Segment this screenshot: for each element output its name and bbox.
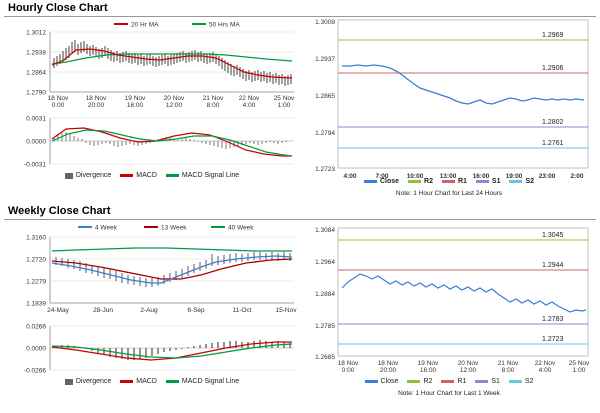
legend-item-s2 <box>509 178 534 185</box>
hourly-ma20-line <box>52 49 292 78</box>
legend-item-close <box>364 178 399 185</box>
hourly-macd-chart <box>6 112 298 174</box>
svg-text:13 Week: 13 Week <box>161 224 187 232</box>
legend-item-macd-signal <box>166 378 239 385</box>
svg-text:12:00: 12:00 <box>459 367 477 374</box>
hourly-macd-legend <box>6 172 298 179</box>
close-swatch-icon <box>364 180 377 183</box>
legend-item-macd <box>120 172 157 179</box>
svg-text:12:00: 12:00 <box>165 102 183 109</box>
svg-text:19 Nov: 19 Nov <box>417 360 439 367</box>
svg-text:13:00: 13:00 <box>439 173 457 180</box>
r2-value-label: 1.3045 <box>542 232 564 239</box>
svg-text:0:00: 0:00 <box>341 367 355 374</box>
r1-value-label: 1.2906 <box>542 65 564 72</box>
weekly-pivot-close-line <box>342 274 586 312</box>
svg-text:8:00: 8:00 <box>501 367 515 374</box>
s1-value-label: 1.2802 <box>542 119 564 126</box>
svg-text:6-Sep: 6-Sep <box>187 307 205 314</box>
svg-text:1.3008: 1.3008 <box>315 19 335 26</box>
svg-text:1.2937: 1.2937 <box>315 56 335 63</box>
s2-swatch-icon <box>509 380 522 383</box>
legend-label: R2 <box>424 178 433 185</box>
weekly-pivot-chart <box>302 224 596 374</box>
divergence-swatch-icon <box>65 379 73 385</box>
weekly-ma4-line <box>52 256 292 283</box>
legend-label: S2 <box>524 378 534 385</box>
legend-label: S1 <box>491 178 501 185</box>
r1-swatch-icon <box>442 180 455 183</box>
legend-label: R1 <box>457 178 467 185</box>
svg-text:7:00: 7:00 <box>375 173 389 180</box>
hourly-section-header <box>4 2 596 17</box>
svg-text:-0.0266: -0.0266 <box>23 367 46 375</box>
divergence-swatch-icon <box>65 173 73 179</box>
svg-text:20 Nov: 20 Nov <box>457 360 479 367</box>
svg-text:1.2685: 1.2685 <box>315 354 335 361</box>
svg-text:1.2785: 1.2785 <box>315 323 335 330</box>
svg-text:1.2938: 1.2938 <box>26 49 46 57</box>
svg-text:19 Nov: 19 Nov <box>124 95 146 102</box>
svg-text:1.2723: 1.2723 <box>315 166 335 173</box>
svg-text:1.2865: 1.2865 <box>315 93 335 100</box>
svg-text:4:00: 4:00 <box>538 367 552 374</box>
svg-text:0.0000: 0.0000 <box>26 345 46 353</box>
svg-text:16:00: 16:00 <box>472 173 490 180</box>
svg-text:4:00: 4:00 <box>242 102 256 109</box>
legend-label: S1 <box>491 378 500 385</box>
legend-label: Divergence <box>75 172 112 179</box>
macd-signal-swatch-icon <box>166 380 179 383</box>
svg-text:1.1839: 1.1839 <box>26 300 46 308</box>
legend-item-r2 <box>408 178 433 185</box>
svg-text:22 Nov: 22 Nov <box>238 95 260 102</box>
svg-text:20:00: 20:00 <box>379 367 397 374</box>
close-swatch-icon <box>365 380 378 383</box>
s1-swatch-icon <box>476 180 489 183</box>
r2-swatch-icon <box>408 180 421 183</box>
r1-value-label: 1.2944 <box>542 262 564 269</box>
divider <box>4 219 596 220</box>
macd-swatch-icon <box>120 380 133 383</box>
legend-item-close <box>365 378 399 385</box>
weekly-macd-signal-line <box>52 344 292 358</box>
svg-text:1:00: 1:00 <box>277 102 291 109</box>
svg-text:40 Week: 40 Week <box>228 224 254 232</box>
hourly-price-chart <box>6 18 298 110</box>
s2-value-label: 1.2723 <box>542 336 564 343</box>
weekly-section-header <box>4 205 596 220</box>
hourly-pivot-chart <box>302 16 596 184</box>
svg-text:1.2884: 1.2884 <box>315 291 335 298</box>
s2-swatch-icon <box>509 180 522 183</box>
svg-text:21 Nov: 21 Nov <box>202 95 224 102</box>
svg-text:20:00: 20:00 <box>87 102 105 109</box>
legend-item-divergence <box>65 172 111 179</box>
macd-signal-swatch-icon <box>166 174 179 177</box>
legend-label: S2 <box>525 178 535 185</box>
weekly-ma40-line <box>52 248 292 251</box>
hourly-macd-line <box>52 128 292 156</box>
svg-text:22 Nov: 22 Nov <box>534 360 556 367</box>
hourly-pivot-note: Note: 1 Hour Chart for Last 24 Hours <box>395 190 503 197</box>
legend-label: R1 <box>457 378 467 385</box>
svg-text:0.0031: 0.0031 <box>26 115 46 123</box>
s1-swatch-icon <box>475 380 488 383</box>
weekly-macd-chart <box>6 320 298 380</box>
svg-text:-0.0031: -0.0031 <box>23 161 46 169</box>
hourly-section-title: Hourly Close Chart <box>8 2 108 14</box>
svg-text:1.3012: 1.3012 <box>26 29 46 37</box>
weekly-price-chart <box>6 221 298 321</box>
svg-text:16:00: 16:00 <box>419 367 437 374</box>
legend-label: MACD <box>136 378 157 385</box>
svg-text:25 Nov: 25 Nov <box>568 360 590 367</box>
s1-value-label: 1.2783 <box>542 316 564 323</box>
svg-text:4:00: 4:00 <box>343 173 357 180</box>
svg-text:1.2864: 1.2864 <box>26 69 46 77</box>
svg-text:18 Nov: 18 Nov <box>85 95 107 102</box>
svg-text:18 Nov: 18 Nov <box>47 95 69 102</box>
svg-text:2-Aug: 2-Aug <box>140 307 158 314</box>
legend-label: MACD Signal Line <box>181 172 240 179</box>
svg-text:15-Nov: 15-Nov <box>275 307 297 314</box>
legend-item-divergence <box>65 378 111 385</box>
legend-item-r1 <box>442 178 467 185</box>
svg-text:11-Oct: 11-Oct <box>232 307 252 314</box>
legend-item-macd-signal <box>166 172 239 179</box>
legend-item-r2 <box>407 378 432 385</box>
weekly-ma-legend <box>78 225 254 232</box>
legend-item-s1 <box>475 378 500 385</box>
r1-swatch-icon <box>441 380 454 383</box>
svg-text:50 Hrs MA: 50 Hrs MA <box>209 21 240 29</box>
weekly-pivot-note: Note: 1 Hour Chart for Last 1 Week <box>398 390 500 397</box>
svg-text:0:00: 0:00 <box>51 102 65 109</box>
r2-value-label: 1.2969 <box>542 32 564 39</box>
svg-text:1.2794: 1.2794 <box>315 130 335 137</box>
svg-text:1.2720: 1.2720 <box>26 256 46 264</box>
legend-label: MACD <box>136 172 157 179</box>
svg-text:24-May: 24-May <box>47 307 69 314</box>
svg-text:4 Week: 4 Week <box>95 224 117 232</box>
svg-text:28-Jun: 28-Jun <box>93 307 113 314</box>
svg-text:10:00: 10:00 <box>406 173 424 180</box>
svg-text:25 Nov: 25 Nov <box>273 95 295 102</box>
s2-value-label: 1.2761 <box>542 140 564 147</box>
svg-text:1.2964: 1.2964 <box>315 259 335 266</box>
legend-item-macd <box>120 378 157 385</box>
svg-text:18 Nov: 18 Nov <box>377 360 399 367</box>
hourly-pivot-legend <box>302 178 596 185</box>
legend-item-s2 <box>509 378 534 385</box>
weekly-pivot-legend <box>302 378 596 385</box>
svg-text:2:00: 2:00 <box>570 173 584 180</box>
weekly-section-title: Weekly Close Chart <box>8 205 111 217</box>
legend-label: Close <box>380 378 399 385</box>
macd-swatch-icon <box>120 174 133 177</box>
legend-item-s1 <box>476 178 501 185</box>
hourly-ma50-line <box>52 54 292 64</box>
svg-text:1.3084: 1.3084 <box>315 227 335 234</box>
svg-text:23:00: 23:00 <box>538 173 556 180</box>
svg-text:1.2279: 1.2279 <box>26 278 46 286</box>
svg-text:0.0266: 0.0266 <box>26 323 46 331</box>
legend-label: MACD Signal Line <box>181 378 240 385</box>
svg-text:20 Hr MA: 20 Hr MA <box>131 21 159 29</box>
r2-swatch-icon <box>407 380 420 383</box>
legend-label: R2 <box>423 378 433 385</box>
svg-text:8:00: 8:00 <box>206 102 220 109</box>
svg-text:18 Nov: 18 Nov <box>337 360 359 367</box>
weekly-macd-legend <box>6 378 298 385</box>
svg-text:1.2790: 1.2790 <box>26 89 46 97</box>
legend-item-r1 <box>441 378 466 385</box>
svg-text:1.3160: 1.3160 <box>26 234 46 242</box>
legend-label: Close <box>379 178 400 185</box>
svg-text:20 Nov: 20 Nov <box>163 95 185 102</box>
legend-label: Divergence <box>75 378 112 385</box>
svg-text:16:00: 16:00 <box>126 102 144 109</box>
svg-text:1:00: 1:00 <box>572 367 586 374</box>
hourly-ma-legend <box>114 22 240 29</box>
svg-text:21 Nov: 21 Nov <box>497 360 519 367</box>
svg-text:19:00: 19:00 <box>505 173 523 180</box>
svg-text:0.0000: 0.0000 <box>26 138 46 146</box>
